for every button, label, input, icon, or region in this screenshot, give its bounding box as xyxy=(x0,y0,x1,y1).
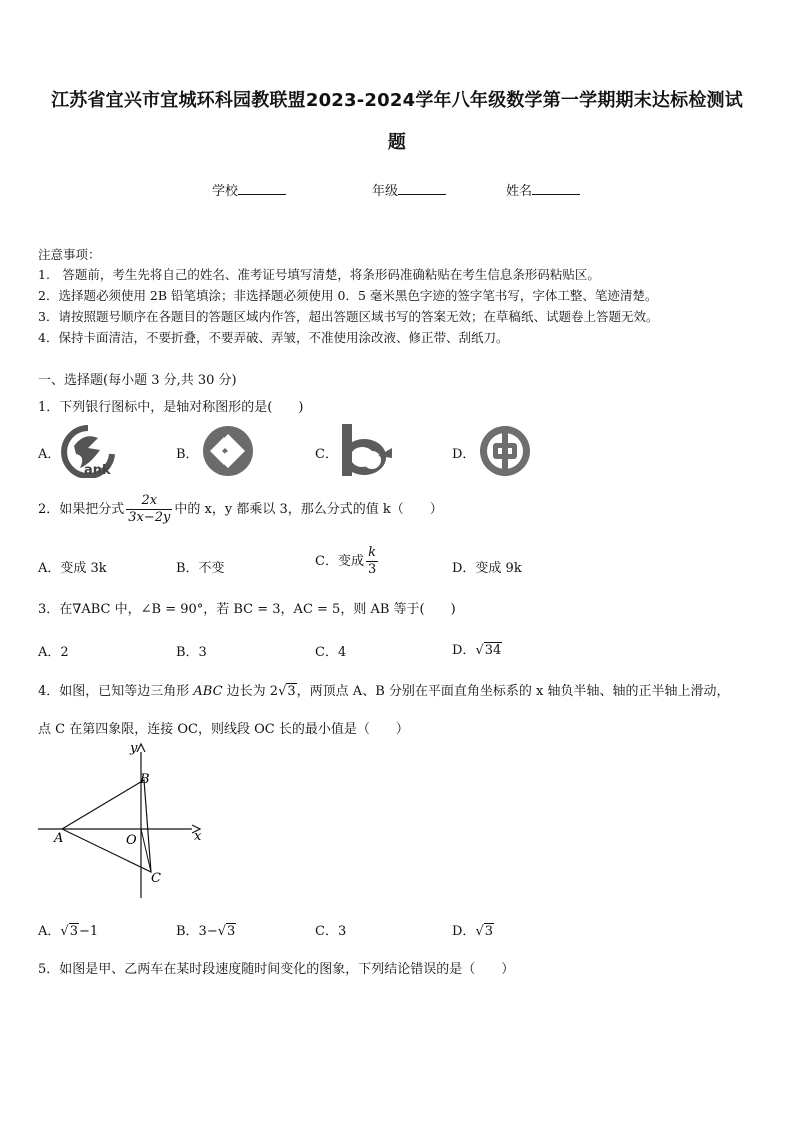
name-blank xyxy=(532,182,580,195)
q4-option-a-suffix: −1 xyxy=(78,924,99,939)
q4-option-c: C．3 xyxy=(315,924,347,939)
q1-option-b-label: B． xyxy=(176,447,199,462)
q4-line1-a: 4．如图，已知等边三角形 xyxy=(38,684,194,699)
section-title: 一、选择题(每小题 3 分,共 30 分) xyxy=(38,373,237,388)
notes-heading: 注意事项： xyxy=(38,247,101,262)
name-field xyxy=(506,180,580,199)
q4-coordinate-figure xyxy=(34,740,214,900)
sqrt-symbol: √3 xyxy=(278,684,296,699)
fig-label-o: O xyxy=(126,833,137,848)
question-2-stem xyxy=(38,493,443,526)
logo-a-text: ank xyxy=(84,463,111,478)
construction-bank-logo-icon xyxy=(200,424,256,478)
q4-option-a-radicand: 3 xyxy=(69,924,78,939)
q3-option-d-radicand: 34 xyxy=(484,643,502,658)
q4-option-d-prefix: D． xyxy=(452,924,476,939)
bank-of-china-logo-icon xyxy=(478,424,532,478)
q4-option-d xyxy=(452,920,494,939)
triangle-abc xyxy=(62,780,151,872)
school-label: 学校 xyxy=(212,184,239,199)
q3-option-d xyxy=(452,639,502,658)
communications-bank-logo-icon xyxy=(338,422,396,478)
grade-label: 年级 xyxy=(372,184,399,199)
question-4-line1 xyxy=(38,680,729,699)
q2-option-c-den: 3 xyxy=(367,562,377,577)
q2-option-c-num: k xyxy=(366,545,378,562)
fig-label-a: A xyxy=(54,831,64,846)
fig-label-c: C xyxy=(151,871,161,886)
q2-fraction xyxy=(126,493,172,526)
page-title-line1: 江苏省宜兴市宜城环科园教联盟2023-2024学年八年级数学第一学期期末达标检测试 xyxy=(51,90,743,111)
q3-option-c: C．4 xyxy=(315,645,347,660)
q2-option-c-fraction xyxy=(366,545,378,578)
q4-option-a xyxy=(38,920,98,939)
q4-option-a-prefix: A． xyxy=(38,924,61,939)
q2-suffix: 中的 x，y 都乘以 3，那么分式的值 k（ ） xyxy=(174,502,443,517)
q1-option-c-label: C． xyxy=(315,447,338,462)
fig-label-b: B xyxy=(140,772,150,787)
q2-option-c xyxy=(315,545,380,578)
q2-prefix: 2．如果把分式 xyxy=(38,502,125,517)
q4-option-d-radicand: 3 xyxy=(484,924,494,939)
school-field xyxy=(212,180,286,199)
question-5-stem: 5．如图是甲、乙两车在某时段速度随时间变化的图象，下列结论错误的是（ ） xyxy=(38,962,515,977)
sqrt-symbol: √3 xyxy=(475,924,494,939)
page-title-line2: 题 xyxy=(387,132,407,153)
q4-option-b-radicand: 3 xyxy=(227,924,236,939)
note-item: 1. 答题前，考生先将自己的姓名、准考证号填写清楚，将条形码准确粘贴在考生信息条形码粘贴区。 xyxy=(38,267,600,282)
sqrt-symbol: √34 xyxy=(475,643,502,658)
q2-option-b: B．不变 xyxy=(176,561,225,576)
q4-line1-b: 边长为 2 xyxy=(222,684,279,699)
q4-line1-radicand: 3 xyxy=(287,684,296,699)
question-4-line2: 点 C 在第四象限，连接 OC，则线段 OC 长的最小值是（ ） xyxy=(38,722,409,737)
fig-label-x: x xyxy=(194,829,202,844)
note-item: 2．选择题必须使用 2B 铅笔填涂；非选择题必须使用 0．5 毫米黑色字迹的签字笔书写，字体工整、笔迹清楚。 xyxy=(38,288,658,303)
fig-label-y: y xyxy=(130,741,138,756)
q2-frac-num: 2x xyxy=(126,493,172,510)
grade-field xyxy=(372,180,446,199)
grade-blank xyxy=(398,182,446,195)
q1-option-a-label: A． xyxy=(38,447,61,462)
note-item: 4．保持卡面清洁，不要折叠，不要弄破、弄皱，不准使用涂改液、修正带、刮纸刀。 xyxy=(38,330,509,345)
q2-option-a: A．变成 3k xyxy=(38,561,107,576)
sqrt-symbol: √3 xyxy=(217,924,236,939)
school-blank xyxy=(238,182,286,195)
q3-option-b: B．3 xyxy=(176,645,207,660)
q4-line1-c: ，两顶点 A、B 分别在平面直角坐标系的 x 轴负半轴、轴的正半轴上滑动， xyxy=(296,684,730,699)
q2-frac-den: 3x−2y xyxy=(128,510,171,525)
q4-line1-abc: ABC xyxy=(193,684,223,699)
y-axis-arrow xyxy=(137,744,145,752)
q1-option-d-label: D． xyxy=(452,447,476,462)
q3-option-d-prefix: D． xyxy=(452,643,476,658)
q2-option-c-prefix: C．变成 xyxy=(315,554,364,569)
q4-option-b-prefix: B．3− xyxy=(176,924,218,939)
sqrt-symbol: √3 xyxy=(60,924,78,939)
note-item: 3．请按照题号顺序在各题目的答题区域内作答，超出答题区域书写的答案无效；在草稿纸、试题卷上答题无效。 xyxy=(38,309,659,324)
q3-option-a: A．2 xyxy=(38,645,69,660)
bank-swirl-logo-icon xyxy=(60,424,116,478)
question-3-stem: 3．在∇ABC 中，∠B = 90°，若 BC = 3，AC = 5，则 AB 等于( ) xyxy=(38,602,456,617)
question-1-stem: 1．下列银行图标中，是轴对称图形的是( ) xyxy=(38,400,304,415)
q2-option-d: D．变成 9k xyxy=(452,561,522,576)
name-label: 姓名 xyxy=(506,184,533,199)
q4-option-b xyxy=(176,920,236,939)
